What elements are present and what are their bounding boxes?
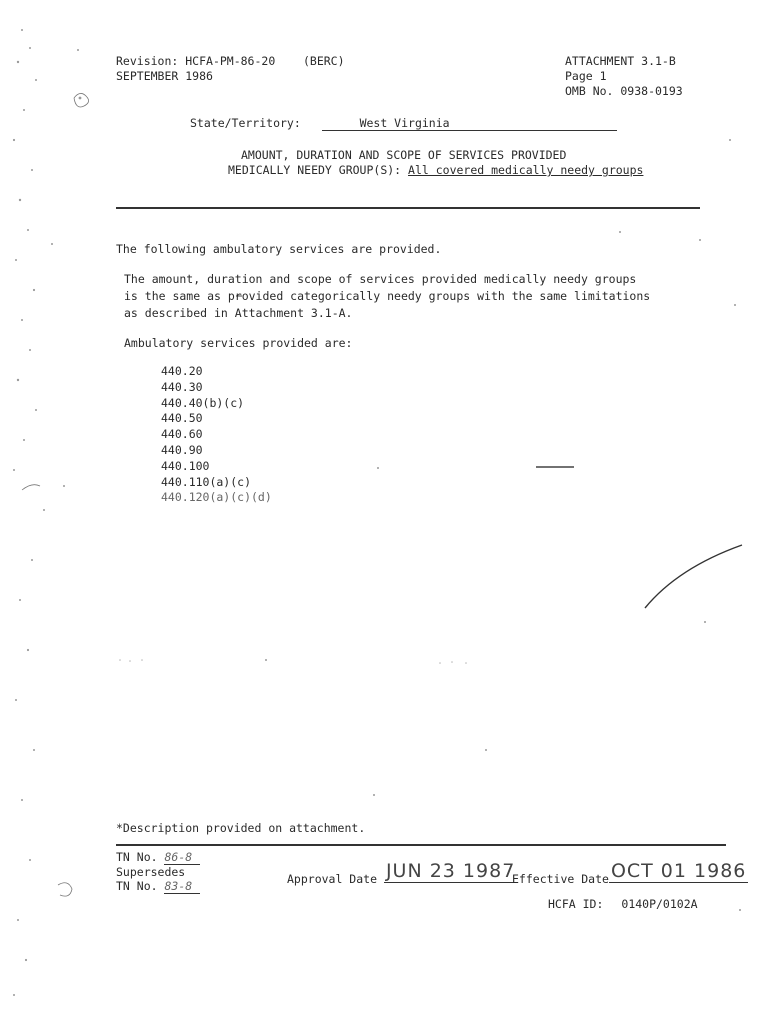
hcfa-id-row	[548, 897, 698, 911]
effective-date-stamp: OCT 01 1986	[610, 860, 747, 882]
footnote: *Description provided on attachment.	[116, 821, 366, 835]
transmittal-block	[116, 850, 200, 894]
service-item: 440.90	[161, 442, 203, 457]
intro-text: The following ambulatory services are provided.	[116, 242, 442, 256]
service-item: 440.40(b)(c)	[161, 395, 245, 410]
state-territory-label: State/Territory:	[190, 116, 301, 130]
effective-date-row	[512, 860, 748, 889]
title-line: AMOUNT, DURATION AND SCOPE OF SERVICES PROVIDED	[241, 148, 567, 162]
hcfa-id-value: 0140P/0102A	[621, 897, 698, 911]
attachment-number: ATTACHMENT 3.1-B	[565, 54, 676, 68]
approval-date-stamp: JUN 23 1987	[385, 860, 516, 882]
tn2-value: 83-8	[164, 879, 200, 894]
revision-label: Revision:	[116, 54, 179, 68]
document-title	[228, 148, 643, 178]
page-number: Page 1	[565, 69, 607, 83]
service-item: 440.60	[161, 427, 203, 442]
footer-divider	[116, 844, 726, 846]
tn-label: TN No.	[116, 850, 158, 864]
services-list	[161, 364, 272, 506]
scope-paragraph	[124, 271, 650, 322]
omb-number: OMB No. 0938-0193	[565, 84, 683, 98]
service-item: 440.110(a)(c)	[161, 474, 252, 489]
effective-label: Effective Date	[512, 872, 609, 886]
approval-label: Approval Date	[287, 872, 378, 886]
service-item: 440.30	[161, 379, 203, 394]
revision-date: SEPTEMBER 1986	[116, 69, 213, 83]
state-territory-value: West Virginia	[322, 116, 617, 131]
tn-value: 86-8	[164, 850, 200, 865]
tn2-label: TN No.	[116, 879, 158, 893]
service-item: 440.120(a)(c)(d)	[161, 490, 272, 505]
group-label: MEDICALLY NEEDY GROUP(S):	[228, 163, 402, 177]
hcfa-id-label: HCFA ID:	[548, 897, 604, 911]
approval-date-row	[287, 860, 517, 889]
supersedes-label: Supersedes	[116, 865, 186, 879]
service-item: 440.50	[161, 411, 203, 426]
paragraph-line: is the same as provided categorically needy groups with the same limitations	[124, 289, 651, 303]
paragraph-line: as described in Attachment 3.1-A.	[124, 306, 353, 320]
state-territory-row	[190, 116, 617, 131]
services-label: Ambulatory services provided are:	[124, 336, 353, 350]
title-divider	[116, 207, 700, 209]
attachment-block	[565, 54, 683, 99]
paragraph-line: The amount, duration and scope of services provided medically needy groups	[124, 272, 637, 286]
revision-value: HCFA-PM-86-20	[185, 54, 276, 68]
group-value: All covered medically needy groups	[408, 163, 644, 177]
service-item: 440.20	[161, 364, 203, 378]
revision-block	[116, 54, 345, 84]
service-item: 440.100	[161, 458, 210, 473]
revision-code: (BERC)	[302, 54, 345, 68]
